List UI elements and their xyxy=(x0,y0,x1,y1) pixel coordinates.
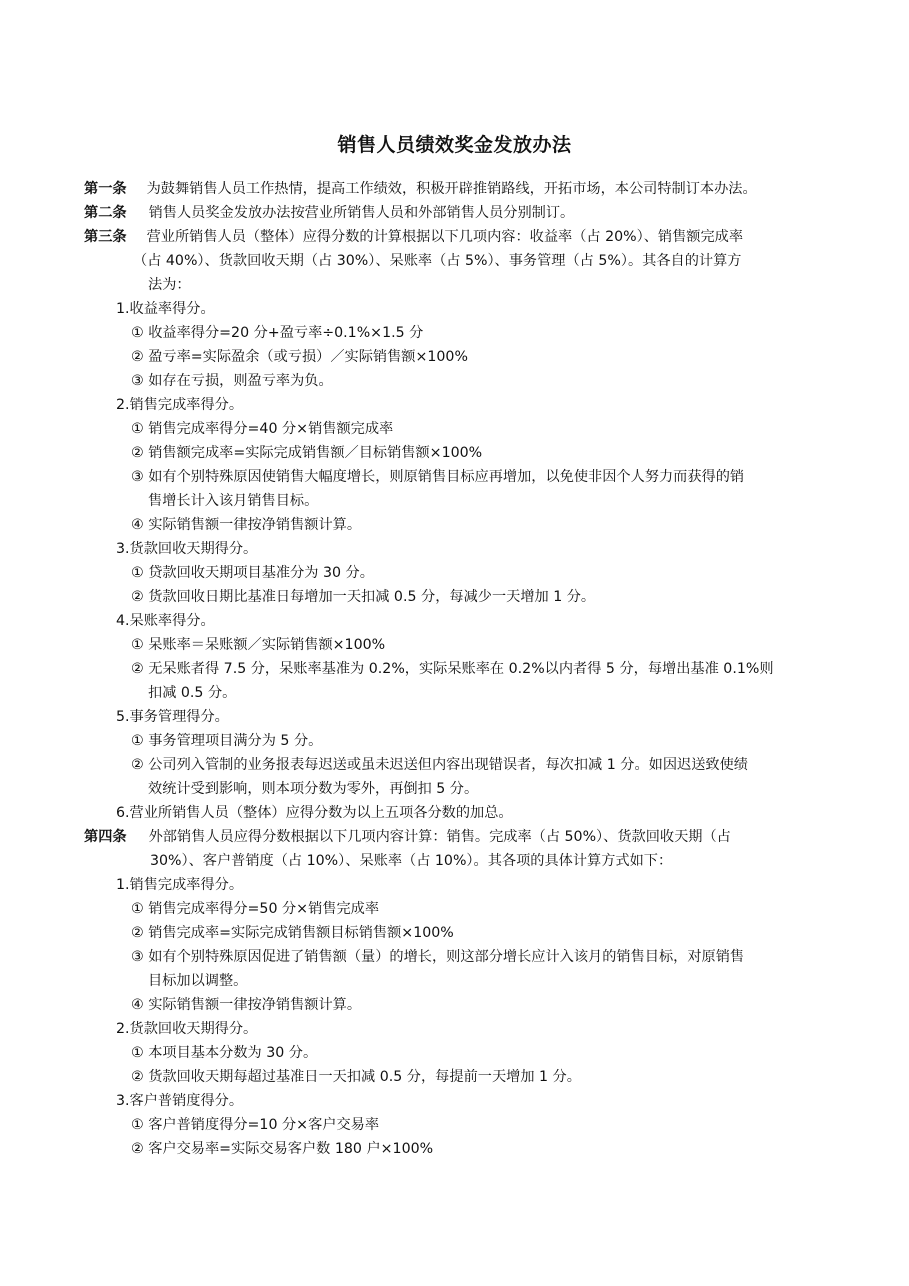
list-item: ③ 如有个别特殊原因使销售大幅度增长，则原销售目标应再增加，以免使非因个人努力而获得的销 xyxy=(131,469,745,485)
article-3 xyxy=(84,225,743,249)
section-heading: 4.呆账率得分。 xyxy=(116,613,215,629)
section-heading: 5.事务管理得分。 xyxy=(116,709,229,725)
list-item: ② 销售完成率=实际完成销售额目标销售额×100% xyxy=(131,925,454,941)
list-item: ① 呆账率＝呆账额／实际销售额×100% xyxy=(131,637,386,653)
list-item-continuation: 目标加以调整。 xyxy=(148,973,248,989)
article-2 xyxy=(84,201,574,225)
article-1-text: 为鼓舞销售人员工作热情，提高工作绩效，积极开辟推销路线，开拓市场，本公司特制订本办法。 xyxy=(146,181,757,197)
list-item: ① 客户普销度得分=10 分×客户交易率 xyxy=(131,1117,380,1133)
list-item: ① 销售完成率得分=50 分×销售完成率 xyxy=(131,901,380,917)
article-2-text: 销售人员奖金发放办法按营业所销售人员和外部销售人员分别制订。 xyxy=(148,205,575,221)
article-3-label: 第三条 xyxy=(84,229,127,245)
section-heading: 6.营业所销售人员（整体）应得分数为以上五项各分数的加总。 xyxy=(116,805,513,821)
article-1 xyxy=(84,177,757,201)
article-4-label: 第四条 xyxy=(84,829,127,845)
list-item: ② 货款回收天期每超过基准日一天扣减 0.5 分，每提前一天增加 1 分。 xyxy=(131,1069,581,1085)
document-title: 销售人员绩效奖金发放办法 xyxy=(337,134,572,156)
list-item: ④ 实际销售额一律按净销售额计算。 xyxy=(131,997,362,1013)
list-item: ① 本项目基本分数为 30 分。 xyxy=(131,1045,318,1061)
list-item: ② 客户交易率=实际交易客户数 180 户×100% xyxy=(131,1141,434,1157)
article-3-line: 营业所销售人员（整体）应得分数的计算根据以下几项内容：收益率（占 20%）、销售额完成率 xyxy=(146,229,744,245)
list-item: ③ 如有个别特殊原因促进了销售额（量）的增长，则这部分增长应计入该月的销售目标，对原销售 xyxy=(131,949,745,965)
list-item: ② 无呆账者得 7.5 分，呆账率基准为 0.2%，实际呆账率在 0.2%以内者得 5 分，每增出基准 0.1%则 xyxy=(131,661,774,677)
section-heading: 1.收益率得分。 xyxy=(116,301,215,317)
article-4-line: 外部销售人员应得分数根据以下几项内容计算：销售。完成率（占 50%）、货款回收天期（占 xyxy=(148,829,731,845)
list-item: ② 盈亏率=实际盈余（或亏损）／实际销售额×100% xyxy=(131,349,468,365)
article-4-line: 30%）、客户普销度（占 10%）、呆账率（占 10%）。其各项的具体计算方式如下： xyxy=(150,853,673,869)
list-item: ③ 如存在亏损，则盈亏率为负。 xyxy=(131,373,333,389)
article-3-line: （占 40%）、货款回收天期（占 30%）、呆账率（占 5%）、事务管理（占 5%）。其各自的计算方 xyxy=(133,253,742,269)
section-heading: 2.货款回收天期得分。 xyxy=(116,1021,258,1037)
article-4 xyxy=(84,825,731,849)
list-item-continuation: 售增长计入该月销售目标。 xyxy=(148,493,319,509)
article-1-label: 第一条 xyxy=(84,181,127,197)
article-2-label: 第二条 xyxy=(84,205,127,221)
article-3-line: 法为： xyxy=(148,277,191,293)
list-item: ② 货款回收日期比基准日每增加一天扣减 0.5 分，每减少一天增加 1 分。 xyxy=(131,589,596,605)
list-item: ① 收益率得分=20 分+盈亏率÷0.1%×1.5 分 xyxy=(131,325,424,341)
list-item: ① 贷款回收天期项目基准分为 30 分。 xyxy=(131,565,374,581)
list-item-continuation: 效统计受到影响，则本项分数为零外，再倒扣 5 分。 xyxy=(148,781,479,797)
list-item: ① 事务管理项目满分为 5 分。 xyxy=(131,733,323,749)
list-item: ② 销售额完成率=实际完成销售额／目标销售额×100% xyxy=(131,445,483,461)
section-heading: 3.客户普销度得分。 xyxy=(116,1093,244,1109)
list-item: ① 销售完成率得分=40 分×销售额完成率 xyxy=(131,421,394,437)
section-heading: 2.销售完成率得分。 xyxy=(116,397,244,413)
section-heading: 3.货款回收天期得分。 xyxy=(116,541,258,557)
list-item-continuation: 扣减 0.5 分。 xyxy=(148,685,237,701)
section-heading: 1.销售完成率得分。 xyxy=(116,877,244,893)
list-item: ② 公司列入管制的业务报表每迟送或虽未迟送但内容出现错误者，每次扣减 1 分。如因迟送致使绩 xyxy=(131,757,748,773)
list-item: ④ 实际销售额一律按净销售额计算。 xyxy=(131,517,362,533)
